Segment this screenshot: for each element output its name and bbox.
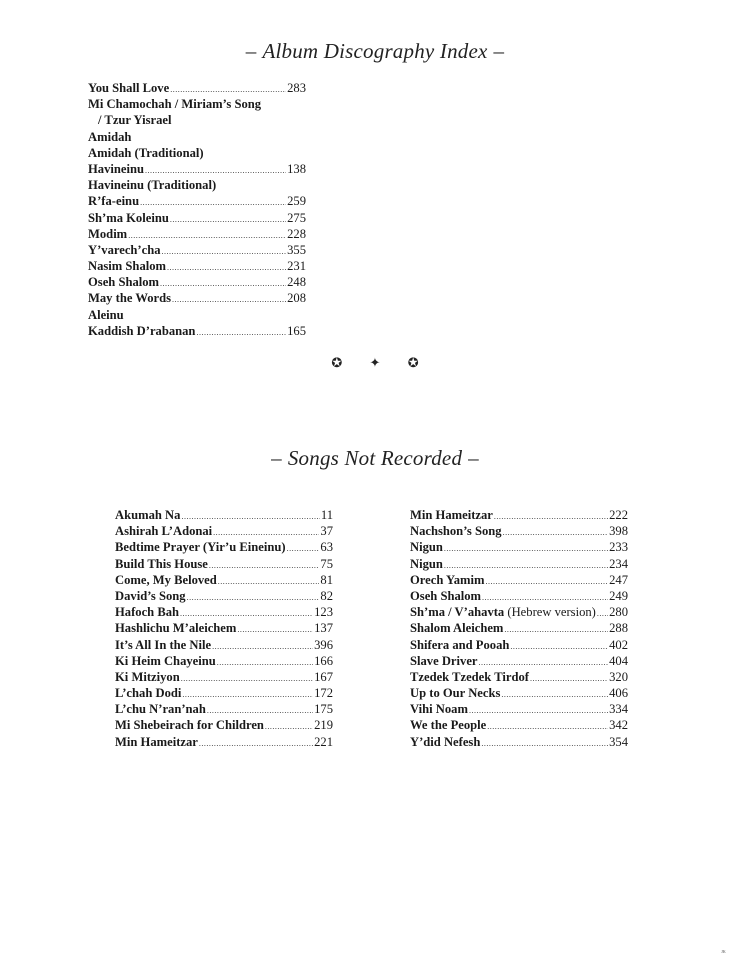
songs-not-recorded-left-column — [115, 507, 333, 750]
dot-leader — [503, 525, 609, 541]
entry-title-text: Come, My Beloved — [115, 572, 217, 587]
entry-title — [88, 193, 139, 209]
entry-title — [88, 258, 166, 274]
entry-page-number: 233 — [609, 540, 628, 555]
entry-title-text: Nasim Shalom — [88, 259, 167, 274]
entry-page-number: 221 — [314, 734, 333, 749]
index-entry — [410, 604, 628, 620]
index-entry — [410, 685, 628, 701]
entry-title — [410, 685, 500, 701]
entry-title — [410, 572, 485, 588]
entry-title — [410, 604, 596, 620]
entry-title — [410, 523, 502, 539]
entry-title — [88, 96, 261, 112]
entry-title — [88, 210, 169, 226]
entry-title — [115, 588, 186, 604]
entry-title-text: Sh’ma / V’ahavta — [410, 605, 505, 620]
entry-page-number: 275 — [287, 210, 306, 225]
entry-title — [115, 637, 211, 653]
entry-page-number: 175 — [314, 702, 333, 717]
entry-title-text: Shifera and Pooah — [410, 637, 510, 652]
dot-leader — [486, 574, 609, 590]
entry-page-number: 247 — [609, 572, 628, 587]
entry-title-text: Tzedek Tzedek Tirdof — [410, 669, 529, 684]
entry-title — [410, 637, 509, 653]
index-entry — [88, 177, 306, 193]
entry-page-number: 402 — [609, 637, 628, 652]
entry-title — [115, 539, 286, 555]
entry-page-number: 320 — [609, 669, 628, 684]
dot-leader — [172, 292, 286, 308]
entry-title-text: Mi Shebeirach for Children — [115, 718, 264, 733]
index-entry — [115, 507, 333, 523]
index-entry — [115, 685, 333, 701]
entry-title-text: Kaddish D’rabanan — [88, 323, 196, 338]
songs-not-recorded-title: Songs Not Recorded — [287, 446, 463, 470]
entry-title — [115, 653, 216, 669]
entry-title — [115, 523, 212, 539]
entry-title — [115, 701, 206, 717]
dot-leader — [504, 622, 608, 638]
dot-leader — [170, 212, 286, 228]
entry-title — [410, 717, 486, 733]
entry-title — [115, 717, 264, 733]
dot-leader — [597, 606, 608, 622]
entry-title-text: Nigun — [410, 540, 443, 555]
entry-title — [410, 556, 443, 572]
entry-page-number: 231 — [287, 259, 306, 274]
dot-leader — [217, 655, 313, 671]
dot-leader — [530, 671, 608, 687]
dot-leader — [481, 736, 608, 752]
entry-title — [88, 290, 171, 306]
entry-title-text: Slave Driver — [410, 653, 478, 668]
entry-page-number: 75 — [320, 556, 333, 571]
entry-title — [88, 307, 124, 323]
entry-title-text: L’chah Dodi — [115, 686, 182, 701]
entry-title — [88, 177, 216, 193]
entry-title-text: Hashlichu M’aleichem — [115, 621, 237, 636]
entry-title-text: Havineinu (Traditional) — [88, 178, 217, 193]
index-entry — [115, 717, 333, 733]
index-entry — [88, 161, 306, 177]
heading-dash-left: – — [271, 446, 282, 470]
songs-not-recorded-right-column — [410, 507, 628, 750]
index-entry — [410, 620, 628, 636]
index-entry — [115, 556, 333, 572]
entry-page-number: 248 — [287, 275, 306, 290]
entry-page-number: 280 — [609, 605, 628, 620]
album-index-title: Album Discography Index — [262, 39, 488, 63]
entry-page-number: 228 — [287, 226, 306, 241]
entry-title — [410, 653, 478, 669]
index-entry — [115, 539, 333, 555]
index-entry — [410, 539, 628, 555]
entry-page-number: 63 — [320, 540, 333, 555]
heading-dash-right: – — [468, 446, 479, 470]
index-entry — [410, 556, 628, 572]
entry-title — [115, 669, 180, 685]
entry-title — [115, 604, 179, 620]
index-entry — [88, 193, 306, 209]
index-entry — [410, 734, 628, 750]
entry-title-text: Nigun — [410, 556, 443, 571]
rosette-ornament-icon: ✪ — [407, 355, 419, 370]
entry-page-number: 37 — [320, 524, 333, 539]
entry-title-text: We the People — [410, 718, 487, 733]
dot-leader — [199, 736, 313, 752]
entry-page-number: 137 — [314, 621, 333, 636]
index-entry — [410, 637, 628, 653]
entry-page-number: 222 — [609, 508, 628, 522]
entry-title — [88, 274, 159, 290]
entry-page-number: 259 — [287, 194, 306, 209]
dot-leader — [501, 687, 608, 703]
entry-title-note: (Hebrew version) — [507, 605, 596, 620]
entry-page-number: 138 — [287, 161, 306, 176]
entry-page-number: 81 — [320, 572, 333, 587]
entry-title — [410, 507, 493, 523]
entry-title-text: Hafoch Bah — [115, 605, 180, 620]
entry-title — [410, 669, 529, 685]
entry-title-text: Shalom Aleichem — [410, 621, 504, 636]
entry-page-number: 249 — [609, 588, 628, 603]
entry-page-number: 355 — [287, 242, 306, 257]
index-entry — [115, 588, 333, 604]
dot-leader — [167, 260, 286, 276]
entry-title-text: Amidah — [88, 129, 132, 144]
entry-title — [88, 129, 131, 145]
entry-title-text: Y’did Nefesh — [410, 734, 481, 749]
dot-leader — [487, 719, 608, 735]
index-entry — [115, 620, 333, 636]
entry-title — [115, 572, 217, 588]
entry-page-number: 283 — [287, 81, 306, 95]
entry-title — [98, 112, 171, 128]
entry-page-number: 208 — [287, 291, 306, 306]
entry-title-text: Nachshon’s Song — [410, 524, 502, 539]
index-entry — [88, 274, 306, 290]
entry-title-text: Amidah (Traditional) — [88, 145, 204, 160]
dot-leader — [218, 574, 320, 590]
entry-title-text: Y’varech’cha — [88, 242, 161, 257]
entry-page-number: 82 — [320, 588, 333, 603]
entry-title — [88, 226, 127, 242]
index-entry — [88, 307, 306, 323]
index-entry — [88, 258, 306, 274]
index-entry — [88, 290, 306, 306]
entry-title-text: Ki Mitziyon — [115, 669, 180, 684]
dot-leader — [444, 541, 608, 557]
index-entry — [410, 572, 628, 588]
dot-leader — [510, 639, 608, 655]
entry-title — [88, 145, 204, 161]
entry-page-number: 11 — [320, 508, 333, 522]
dot-leader — [212, 639, 313, 655]
entry-title-text: Aleinu — [88, 307, 124, 322]
page-folio: ᴶᴷ — [721, 949, 726, 957]
index-entry — [88, 112, 306, 128]
index-entry — [410, 507, 628, 523]
entry-title-text: It’s All In the Nile — [115, 637, 212, 652]
entry-title — [115, 507, 180, 523]
entry-title-text: Orech Yamim — [410, 572, 485, 587]
index-entry — [88, 145, 306, 161]
entry-page-number: 288 — [609, 621, 628, 636]
index-entry — [88, 129, 306, 145]
entry-title-text: Ki Heim Chayeinu — [115, 653, 216, 668]
heading-dash-left: – — [245, 39, 257, 63]
entry-title-text: Sh’ma Koleinu — [88, 210, 169, 225]
dot-leader — [494, 509, 608, 525]
dot-leader — [162, 244, 287, 260]
index-entry — [88, 226, 306, 242]
entry-title-text: May the Words — [88, 291, 172, 306]
entry-page-number: 167 — [314, 669, 333, 684]
entry-title-text: Vihi Noam — [410, 702, 468, 717]
album-index-heading — [0, 39, 750, 64]
entry-title-text: / Tzur Yisrael — [98, 113, 172, 128]
entry-title — [88, 161, 144, 177]
index-entry — [115, 669, 333, 685]
entry-title — [115, 734, 198, 750]
dot-leader — [265, 719, 313, 735]
entry-page-number: 404 — [609, 653, 628, 668]
index-entry — [88, 80, 306, 96]
album-index-list — [88, 80, 306, 339]
entry-page-number: 334 — [609, 702, 628, 717]
entry-title-text: Akumah Na — [115, 508, 181, 522]
index-entry — [410, 653, 628, 669]
songs-not-recorded-heading — [0, 446, 750, 471]
index-entry — [115, 523, 333, 539]
entry-title-text: L’chu N’ran’nah — [115, 702, 206, 717]
section-divider-ornaments — [0, 355, 750, 371]
entry-page-number: 406 — [609, 686, 628, 701]
entry-page-number: 165 — [287, 323, 306, 338]
entry-title — [410, 701, 468, 717]
entry-title-text: Bedtime Prayer (Yir’u Eineinu) — [115, 540, 286, 555]
index-entry — [115, 572, 333, 588]
index-entry — [410, 588, 628, 604]
entry-title-text: Havineinu — [88, 161, 144, 176]
entry-title-text: David’s Song — [115, 588, 186, 603]
index-entry — [410, 701, 628, 717]
index-entry — [410, 523, 628, 539]
entry-title-text: Oseh Shalom — [88, 275, 160, 290]
dot-leader — [160, 276, 286, 292]
entry-title-text: Min Hameitzar — [115, 734, 198, 749]
dot-leader — [187, 590, 320, 606]
dot-leader — [196, 325, 286, 341]
entry-page-number: 354 — [609, 734, 628, 749]
dot-leader — [181, 671, 313, 687]
entry-page-number: 398 — [609, 524, 628, 539]
entry-title-text: Min Hameitzar — [410, 508, 493, 522]
heading-dash-right: – — [493, 39, 505, 63]
entry-title — [88, 242, 161, 258]
entry-title-text: Build This House — [115, 556, 208, 571]
entry-page-number: 172 — [314, 686, 333, 701]
dot-leader — [287, 541, 320, 557]
entry-page-number: 342 — [609, 718, 628, 733]
entry-page-number: 123 — [314, 605, 333, 620]
dot-leader — [469, 703, 608, 719]
index-entry — [115, 734, 333, 750]
entry-title-text: Mi Chamochah / Miriam’s Song — [88, 97, 262, 112]
index-entry — [410, 717, 628, 733]
entry-title-text: R’fa-einu — [88, 194, 140, 209]
entry-title — [115, 556, 208, 572]
entry-title — [410, 588, 481, 604]
index-entry — [115, 637, 333, 653]
entry-title-text: Ashirah L’Adonai — [115, 524, 213, 539]
index-entry — [115, 604, 333, 620]
index-entry — [88, 96, 306, 112]
index-entry — [410, 669, 628, 685]
entry-title — [410, 539, 443, 555]
entry-title — [115, 620, 236, 636]
dot-leader — [209, 558, 320, 574]
entry-title-text: Up to Our Necks — [410, 686, 501, 701]
index-entry — [88, 210, 306, 226]
dot-leader — [237, 622, 313, 638]
entry-title — [410, 734, 480, 750]
entry-title-text: Modim — [88, 226, 128, 241]
entry-title — [88, 80, 169, 96]
entry-page-number: 396 — [314, 637, 333, 652]
index-entry — [115, 653, 333, 669]
entry-title-text: Oseh Shalom — [410, 588, 482, 603]
entry-title — [115, 685, 181, 701]
entry-page-number: 166 — [314, 653, 333, 668]
index-entry — [88, 323, 306, 339]
entry-title — [410, 620, 503, 636]
entry-title-text: You Shall Love — [88, 81, 170, 95]
entry-title — [88, 323, 195, 339]
star-ornament-icon: ✦ — [369, 355, 381, 370]
entry-page-number: 219 — [314, 718, 333, 733]
index-entry — [88, 242, 306, 258]
rosette-ornament-icon: ✪ — [331, 355, 343, 370]
index-entry — [115, 701, 333, 717]
entry-page-number: 234 — [609, 556, 628, 571]
